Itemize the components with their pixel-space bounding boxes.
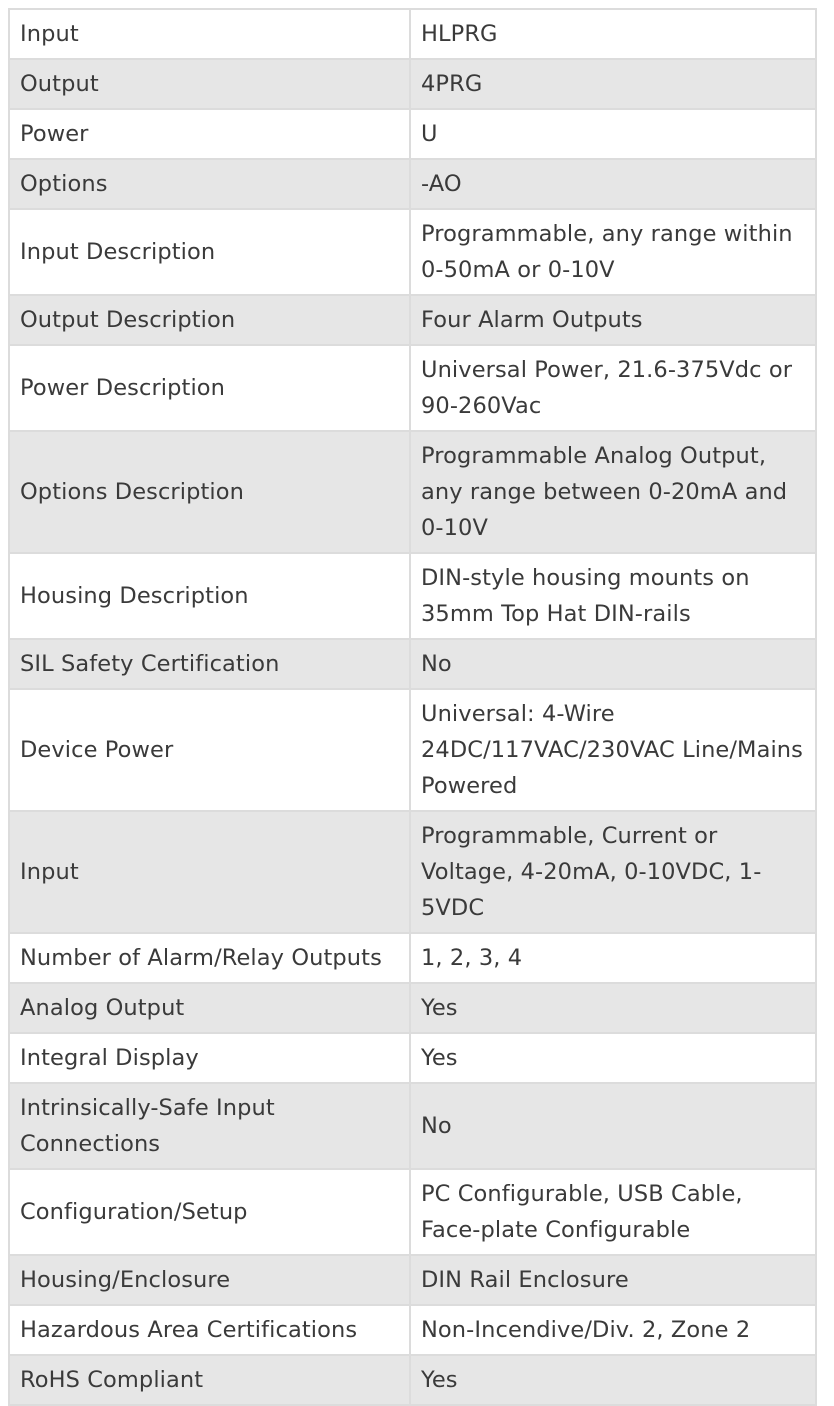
spec-value: Yes: [410, 983, 816, 1033]
spec-value: PC Configurable, USB Cable, Face-plate Configurable: [410, 1169, 816, 1255]
spec-value: -AO: [410, 159, 816, 209]
spec-label: Hazardous Area Certifications: [9, 1305, 410, 1355]
spec-label: Configuration/Setup: [9, 1169, 410, 1255]
spec-label: Input: [9, 811, 410, 933]
spec-row-hazardous-area-certifications: [9, 1305, 816, 1355]
spec-value: HLPRG: [410, 9, 816, 59]
spec-value: Universal: 4-Wire 24DC/117VAC/230VAC Line/Mains Powered: [410, 689, 816, 811]
spec-label: Power: [9, 109, 410, 159]
spec-row-output: [9, 59, 816, 109]
spec-label: RoHS Compliant: [9, 1355, 410, 1405]
spec-value: Programmable, any range within 0-50mA or 0-10V: [410, 209, 816, 295]
spec-row-housing-description: [9, 553, 816, 639]
spec-label: SIL Safety Certification: [9, 639, 410, 689]
spec-label: Housing/Enclosure: [9, 1255, 410, 1305]
spec-row-options: [9, 159, 816, 209]
spec-label: Intrinsically-Safe Input Connections: [9, 1083, 410, 1169]
spec-value: Universal Power, 21.6-375Vdc or 90-260Vac: [410, 345, 816, 431]
spec-row-analog-output: [9, 983, 816, 1033]
spec-value: U: [410, 109, 816, 159]
spec-value: Yes: [410, 1355, 816, 1405]
spec-value: 1, 2, 3, 4: [410, 933, 816, 983]
spec-value: Yes: [410, 1033, 816, 1083]
spec-label: Device Power: [9, 689, 410, 811]
spec-row-configuration-setup: [9, 1169, 816, 1255]
spec-row-power-description: [9, 345, 816, 431]
spec-row-device-power: [9, 689, 816, 811]
spec-value: Non-Incendive/Div. 2, Zone 2: [410, 1305, 816, 1355]
spec-row-sil-safety-certification: [9, 639, 816, 689]
spec-row-intrinsically-safe: [9, 1083, 816, 1169]
spec-value: Programmable Analog Output, any range between 0-20mA and 0-10V: [410, 431, 816, 553]
spec-label: Output: [9, 59, 410, 109]
spec-row-output-description: [9, 295, 816, 345]
spec-label: Input Description: [9, 209, 410, 295]
spec-value: 4PRG: [410, 59, 816, 109]
spec-value: DIN Rail Enclosure: [410, 1255, 816, 1305]
spec-row-housing-enclosure: [9, 1255, 816, 1305]
spec-row-alarm-relay-outputs: [9, 933, 816, 983]
spec-row-input: [9, 9, 816, 59]
spec-label: Output Description: [9, 295, 410, 345]
spec-label: Analog Output: [9, 983, 410, 1033]
spec-value: DIN-style housing mounts on 35mm Top Hat DIN-rails: [410, 553, 816, 639]
spec-row-input-type: [9, 811, 816, 933]
spec-label: Housing Description: [9, 553, 410, 639]
specifications-table: [8, 8, 817, 1406]
spec-label: Number of Alarm/Relay Outputs: [9, 933, 410, 983]
spec-row-power: [9, 109, 816, 159]
spec-label: Input: [9, 9, 410, 59]
spec-value: Programmable, Current or Voltage, 4-20mA, 0-10VDC, 1-5VDC: [410, 811, 816, 933]
spec-row-rohs-compliant: [9, 1355, 816, 1405]
spec-value: Four Alarm Outputs: [410, 295, 816, 345]
spec-row-options-description: [9, 431, 816, 553]
spec-label: Integral Display: [9, 1033, 410, 1083]
spec-row-input-description: [9, 209, 816, 295]
spec-label: Options: [9, 159, 410, 209]
spec-value: No: [410, 639, 816, 689]
spec-row-integral-display: [9, 1033, 816, 1083]
spec-label: Options Description: [9, 431, 410, 553]
spec-label: Power Description: [9, 345, 410, 431]
spec-value: No: [410, 1083, 816, 1169]
